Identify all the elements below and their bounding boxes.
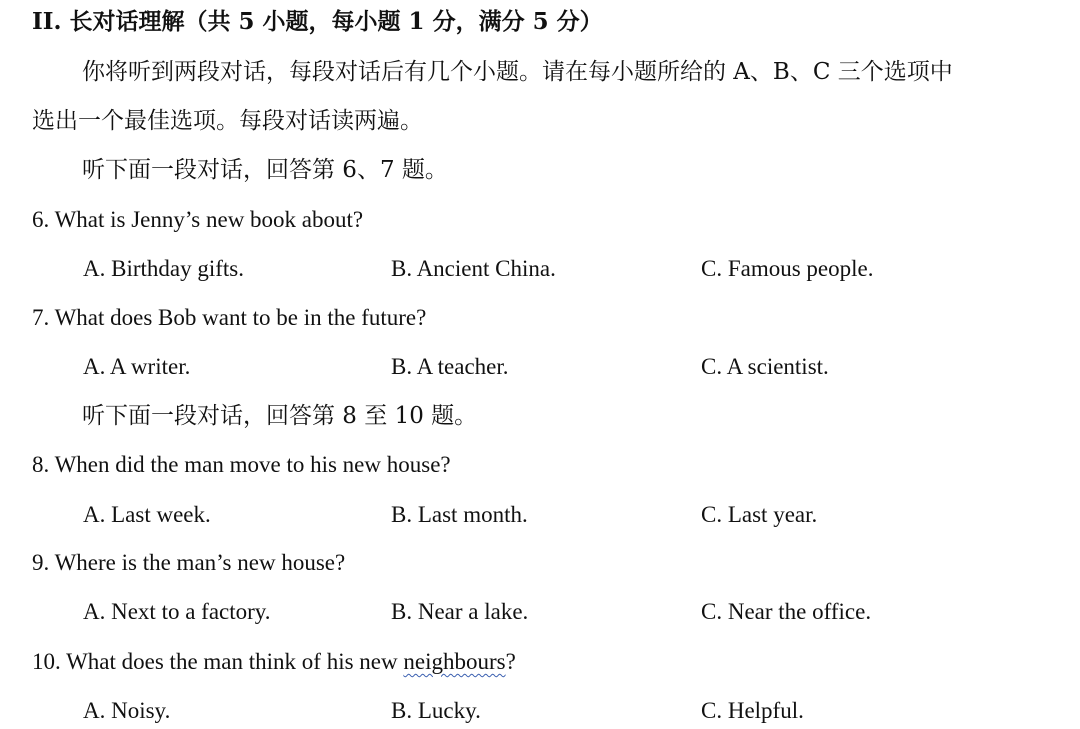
question-6-option-a: A. Birthday gifts. (83, 256, 244, 281)
question-7-option-a: A. A writer. (83, 354, 191, 379)
question-10-stem (32, 647, 516, 677)
question-10-option-b: B. Lucky. (391, 698, 481, 723)
question-8-option-a: A. Last week. (83, 502, 211, 527)
section-title: II. 长对话理解（共 5 小题，每小题 1 分，满分 5 分） (32, 8, 603, 35)
question-10-option-a: A. Noisy. (83, 698, 171, 723)
question-8-option-c: C. Last year. (701, 502, 818, 527)
question-7-stem: 7. What does Bob want to be in the future? (32, 305, 427, 330)
question-10-option-c: C. Helpful. (701, 698, 804, 723)
question-6-option-b: B. Ancient China. (391, 256, 556, 281)
question-10-stem-end: ? (505, 649, 516, 674)
question-9-option-a: A. Next to a factory. (83, 599, 271, 624)
dialogue-1-intro: 听下面一段对话，回答第 6、7 题。 (82, 157, 448, 183)
question-7-option-b: B. A teacher. (391, 354, 509, 379)
question-9-option-b: B. Near a lake. (391, 599, 529, 624)
question-9-stem: 9. Where is the man’s new house? (32, 550, 346, 575)
question-10-underlined-word: neighbours (403, 649, 506, 674)
question-8-stem: 8. When did the man move to his new house? (32, 452, 451, 477)
question-9-option-c: C. Near the office. (701, 599, 872, 624)
question-10-stem-start: 10. What does the man think of his new (32, 649, 404, 674)
question-7-option-c: C. A scientist. (701, 354, 829, 379)
question-6-option-c: C. Famous people. (701, 256, 874, 281)
question-6-stem: 6. What is Jenny’s new book about? (32, 207, 364, 232)
instructions-line-1: 你将听到两段对话，每段对话后有几个小题。请在每小题所给的 A、B、C 三个选项中 (82, 59, 953, 85)
dialogue-2-intro: 听下面一段对话，回答第 8 至 10 题。 (82, 403, 478, 429)
instructions-line-2: 选出一个最佳选项。每段对话读两遍。 (32, 108, 423, 134)
question-8-option-b: B. Last month. (391, 502, 528, 527)
